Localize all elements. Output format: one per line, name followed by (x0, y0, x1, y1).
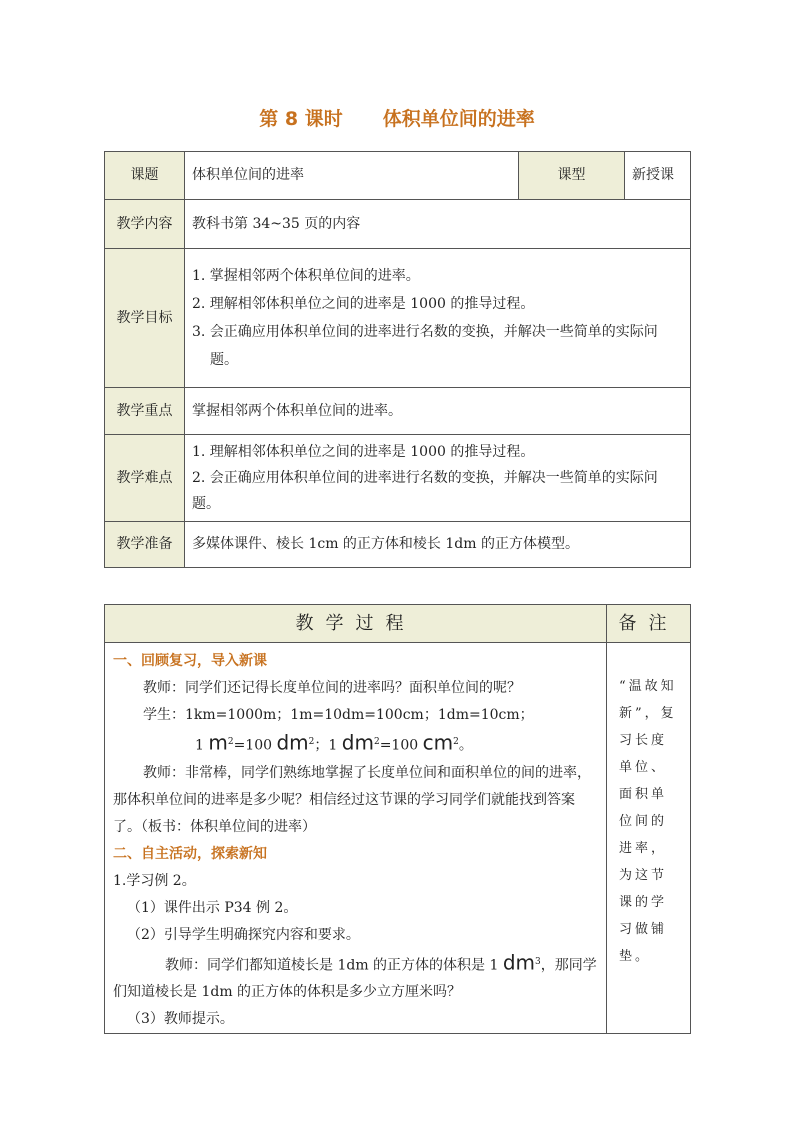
note-body (607, 643, 691, 1034)
content-value: 教科书第 34~35 页的内容 (185, 200, 691, 249)
paragraph: （3）教师提示。 (127, 1011, 234, 1028)
lesson-topic: 体积单位间的进率 (382, 108, 535, 130)
formula-text: =100 (233, 737, 277, 754)
formula-line (113, 729, 598, 760)
paragraph: 教师：非常棒，同学们熟练地掌握了长度单位间和面积单位的间的进率，那体积单位间的进率是多少呢？相信经过这节课的学习同学们就能找到答案了。（板书：体积单位间的进率） (113, 764, 591, 835)
goal-list (185, 249, 691, 388)
exponent: 3 (535, 956, 541, 967)
paragraph: 学生：1km=1000m；1m=10dm=100cm；1dm=10cm； (143, 707, 534, 723)
difficulty-item: 2. 会正确应用体积单位间的进率进行名数的变换，并解决一些简单的实际问题。 (192, 470, 658, 512)
unit-dm: dm (502, 950, 536, 975)
topic-label: 课题 (105, 152, 185, 200)
section-heading: 二、自主活动，探索新知 (113, 845, 267, 862)
difficulty-item: 1. 理解相邻体积单位之间的进率是 1000 的推导过程。 (192, 444, 535, 460)
content-label: 教学内容 (105, 200, 185, 249)
exponent: 2 (453, 737, 459, 747)
note-text: “温故知新”，复习长度单位、面积单位间的进率，为这节课的学习做铺垫。 (619, 679, 677, 964)
exponent: 2 (308, 737, 315, 747)
process-body (105, 643, 607, 1034)
process-header: 教学过程 (105, 605, 607, 643)
topic-value: 体积单位间的进率 (185, 152, 519, 200)
paragraph: 1.学习例 2。 (113, 872, 196, 889)
paragraph: （2）引导学生明确探究内容和要求。 (127, 926, 360, 943)
prep-label: 教学准备 (105, 522, 185, 568)
difficulty-label: 教学难点 (105, 435, 185, 522)
paragraph: 教师：同学们还记得长度单位间的进率吗？面积单位间的呢？ (143, 680, 521, 696)
type-label: 课型 (519, 152, 625, 200)
process-table (104, 604, 691, 1034)
key-label: 教学重点 (105, 388, 185, 435)
formula-text: ；1 (314, 737, 342, 754)
section-heading: 一、回顾复习，导入新课 (113, 653, 267, 669)
key-value: 掌握相邻两个体积单位间的进率。 (185, 388, 691, 435)
paragraph-text: 教师：同学们都知道棱长是 1dm 的正方体的体积是 1 (165, 957, 503, 974)
lesson-number: 第 8 课时 (259, 108, 343, 130)
unit-m: m (208, 730, 228, 755)
unit-dm: dm (341, 730, 374, 755)
page-title (0, 104, 794, 131)
goal-item: 2. 理解相邻体积单位之间的进率是 1000 的推导过程。 (192, 296, 535, 312)
goal-label: 教学目标 (105, 249, 185, 388)
formula-text: 1 (195, 737, 209, 754)
paragraph (113, 949, 598, 1007)
goal-item: 3. 会正确应用体积单位间的进率进行名数的变换，并解决一些简单的实际问题。 (192, 324, 658, 368)
paragraph: （1）课件出示 P34 例 2。 (127, 899, 298, 916)
formula-text: =100 (379, 737, 423, 754)
difficulty-list (185, 435, 691, 522)
formula-text: 。 (458, 737, 473, 754)
goal-item: 1. 掌握相邻两个体积单位间的进率。 (192, 268, 420, 284)
exponent: 2 (227, 737, 234, 747)
prep-value: 多媒体课件、棱长 1cm 的正方体和棱长 1dm 的正方体模型。 (185, 522, 691, 568)
exponent: 2 (373, 737, 380, 747)
type-value: 新授课 (625, 152, 691, 200)
lesson-info-table (104, 151, 691, 568)
paragraph-text: ，那同学们知道棱长是 1dm 的正方体的体积是多少立方厘米吗？ (113, 957, 597, 1001)
unit-cm: cm (422, 730, 454, 755)
note-header: 备注 (607, 605, 691, 643)
unit-dm: dm (276, 730, 309, 755)
